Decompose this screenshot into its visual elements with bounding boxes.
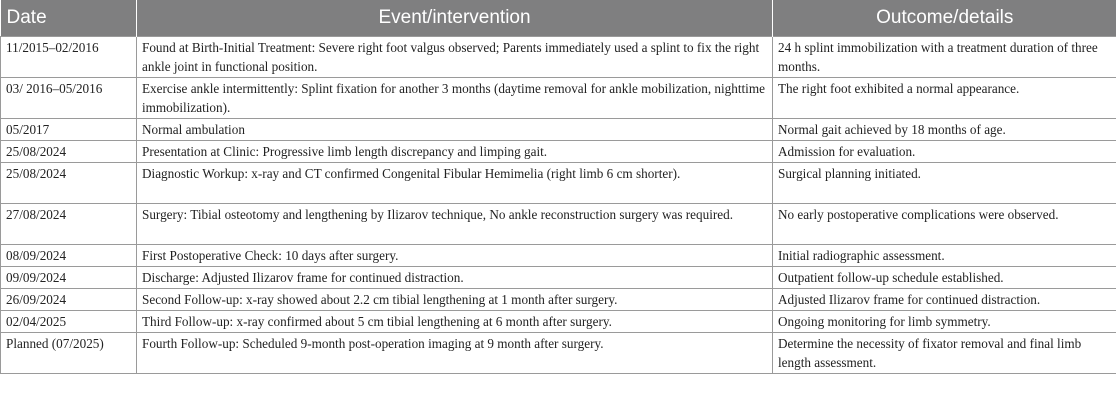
event-cell: Fourth Follow-up: Scheduled 9-month post-operation imaging at 9 month after surgery. (137, 332, 773, 373)
date-cell: 02/04/2025 (1, 310, 137, 332)
event-cell: Second Follow-up: x-ray showed about 2.2 cm tibial lengthening at 1 month after surgery. (137, 288, 773, 310)
table-row (1, 77, 1116, 118)
date-cell: Planned (07/2025) (1, 332, 137, 373)
event-cell: Third Follow-up: x-ray confirmed about 5 cm tibial lengthening at 6 month after surgery. (137, 310, 773, 332)
outcome-cell: No early postoperative complications were observed. (773, 203, 1116, 244)
date-cell: 25/08/2024 (1, 140, 137, 162)
outcome-cell: Normal gait achieved by 18 months of age. (773, 118, 1116, 140)
table-row (1, 140, 1116, 162)
table-row (1, 162, 1116, 203)
header-event-intervention: Event/intervention (137, 0, 773, 36)
table-row (1, 266, 1116, 288)
table-row (1, 288, 1116, 310)
outcome-cell: Determine the necessity of fixator removal and final limb length assessment. (773, 332, 1116, 373)
event-cell: Discharge: Adjusted Ilizarov frame for continued distraction. (137, 266, 773, 288)
table-header-row (1, 0, 1116, 36)
outcome-cell: Outpatient follow-up schedule established. (773, 266, 1116, 288)
table-row (1, 244, 1116, 266)
date-cell: 25/08/2024 (1, 162, 137, 203)
event-cell: Found at Birth-Initial Treatment: Severe right foot valgus observed; Parents immediately used a splint to fix the right ankle joint in functional position. (137, 36, 773, 77)
outcome-cell: 24 h splint immobilization with a treatment duration of three months. (773, 36, 1116, 77)
table-row (1, 310, 1116, 332)
date-cell: 05/2017 (1, 118, 137, 140)
header-date: Date (1, 0, 137, 36)
outcome-cell: Initial radiographic assessment. (773, 244, 1116, 266)
date-cell: 11/2015–02/2016 (1, 36, 137, 77)
outcome-cell: Admission for evaluation. (773, 140, 1116, 162)
date-cell: 26/09/2024 (1, 288, 137, 310)
event-cell: Exercise ankle intermittently: Splint fixation for another 3 months (daytime removal for ankle mobilization, nighttime immobilization). (137, 77, 773, 118)
event-cell: Surgery: Tibial osteotomy and lengthening by Ilizarov technique, No ankle reconstruction surgery was required. (137, 203, 773, 244)
date-cell: 03/ 2016–05/2016 (1, 77, 137, 118)
event-cell: Presentation at Clinic: Progressive limb length discrepancy and limping gait. (137, 140, 773, 162)
date-cell: 08/09/2024 (1, 244, 137, 266)
header-outcome-details: Outcome/details (773, 0, 1116, 36)
event-cell: Normal ambulation (137, 118, 773, 140)
outcome-cell: Surgical planning initiated. (773, 162, 1116, 203)
table-row (1, 36, 1116, 77)
table-row (1, 118, 1116, 140)
date-cell: 27/08/2024 (1, 203, 137, 244)
event-cell: Diagnostic Workup: x-ray and CT confirmed Congenital Fibular Hemimelia (right limb 6 cm shorter). (137, 162, 773, 203)
outcome-cell: The right foot exhibited a normal appearance. (773, 77, 1116, 118)
event-cell: First Postoperative Check: 10 days after surgery. (137, 244, 773, 266)
date-cell: 09/09/2024 (1, 266, 137, 288)
outcome-cell: Adjusted Ilizarov frame for continued distraction. (773, 288, 1116, 310)
outcome-cell: Ongoing monitoring for limb symmetry. (773, 310, 1116, 332)
table-row (1, 203, 1116, 244)
table-row (1, 332, 1116, 373)
